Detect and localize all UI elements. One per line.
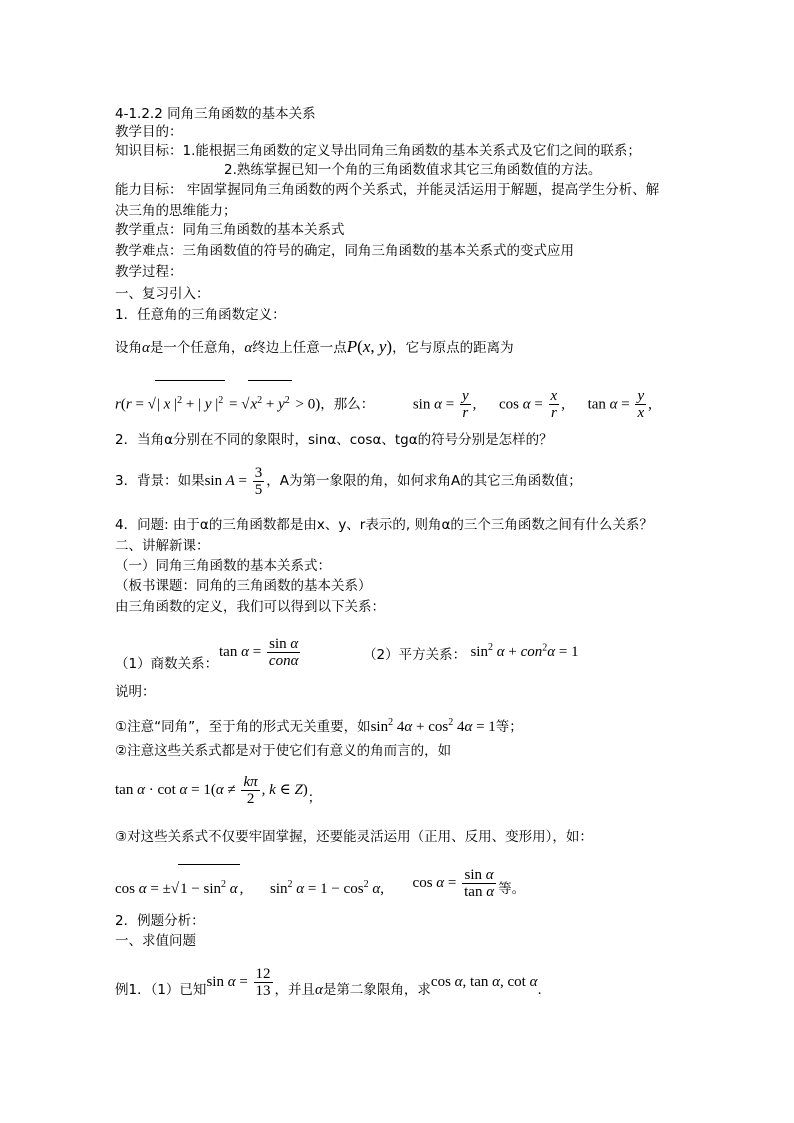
process-heading: 教学过程： bbox=[115, 264, 183, 280]
key-point: 教学重点：同角三角函数的基本关系式 bbox=[115, 222, 345, 238]
lesson-title: 4-1.2.2 同角三角函数的基本关系 bbox=[115, 106, 316, 122]
relations-line: （1）商数关系：tan α = $\frac{\text{sin α}}{\text{conα}}$ （2）平方关系： $\sin^2 \alpha + con^2\alpha = 1$ bbox=[115, 635, 579, 672]
item-background: 3．背景：如果sin A = $\frac{3}{5}$ ，A为第一象限的角，如何求角A的其它三角函数值； bbox=[115, 464, 582, 498]
formula-targets: cos bbox=[430, 974, 451, 990]
radius-formula-line: r(r = √| x $|^2$ + | y $|^2 = √x^2 + y^2 > 0$)，那么： sin α = $\frac{y}{r}$ , cos α = $\frac{x}{r}$ , tan α = $\frac{y}{x}$ , bbox=[115, 380, 652, 425]
derive-line: 由三角函数的定义，我们可以得到以下关系： bbox=[115, 599, 385, 615]
formula-example-4a: $\sin^2 4$ bbox=[370, 717, 405, 735]
example-1: 例1．（1）已知sin α = $\frac{12}{13}$ ，并且α是第二象限角，求cos α, tan α, cot α． bbox=[115, 965, 551, 999]
formula-tan-cot: tan bbox=[115, 782, 134, 798]
difficulty: 教学难点：三角函数值的符号的确定，同角三角函数的基本关系式的变式应用 bbox=[115, 243, 574, 259]
section-new: 二、讲解新课： bbox=[115, 538, 210, 554]
formula-square: $\sin^2$ bbox=[470, 642, 493, 660]
definition-line: 设角α是一个任意角，α终边上任意一点P(x, y)，它与原点的距离为 bbox=[115, 337, 514, 356]
goal-knowledge-1: 知识目标：1.能根据三角函数的定义导出同角三角函数的基本关系式及它们之间的联系； bbox=[115, 143, 641, 159]
formula-quotient: tan bbox=[219, 644, 238, 660]
formula-alpha: α bbox=[142, 340, 150, 356]
formula-cos-def: cos bbox=[498, 396, 519, 413]
item-definition: 1．任意角的三角函数定义： bbox=[115, 307, 286, 323]
formula-sin-square: $\sin^2$ bbox=[270, 879, 293, 897]
section-review: 一、复习引入： bbox=[115, 286, 210, 302]
goal-knowledge-2: 2.熟练掌握已知一个角的三角函数值求其它三角函数值的方法。 bbox=[224, 162, 602, 178]
tan-cot-line: tan α · cot α = 1(α ≠ $\frac{k\pi}{2}$ , k ∈ Z)； bbox=[115, 773, 322, 807]
formula-sin-12-13: sin bbox=[206, 974, 224, 990]
formula-sin-def: sin bbox=[412, 396, 431, 413]
item-question: 4．问题: 由于α的三角函数都是由x、y、r表示的, 则角α的三个三角函数之间有什么关系？ bbox=[115, 517, 653, 533]
note-same-angle: ①注意“同角”，至于角的形式无关重要，如$\sin^2 4\alpha + \cos^2 4\alpha = 1$等； bbox=[115, 717, 523, 735]
formula-cos-ratio: cos bbox=[412, 875, 433, 891]
formula-cos-sqrt: cos bbox=[115, 881, 135, 897]
board-title: （板书课题：同角的三角函数的基本关系） bbox=[115, 578, 372, 594]
explain-heading: 说明： bbox=[115, 684, 156, 700]
section-evaluate: 一、求值问题 bbox=[115, 933, 196, 949]
note-meaningful: ②注意这些关系式都是对于使它们有意义的角而言的，如 bbox=[115, 743, 452, 759]
item-examples: 2．例题分析： bbox=[115, 913, 205, 929]
note-flexible: ③对这些关系式不仅要牢固掌握，还要能灵活运用（正用、反用、变形用），如： bbox=[115, 829, 593, 845]
formula-alpha: α bbox=[244, 340, 253, 356]
item-signs: 2．当角α分别在不同的象限时，sinα、cosα、tgα的符号分别是怎样的？ bbox=[115, 432, 553, 448]
goal-heading: 教学目的： bbox=[115, 124, 183, 140]
formula-sin-a: sin bbox=[204, 473, 223, 489]
formula-tan-def: tan bbox=[587, 396, 606, 413]
formula-radius: r bbox=[115, 396, 121, 413]
variants-line: $\cos \alpha = \pm√1 - \sin^2 \alpha$ , $\sin^2 \alpha = 1 - \cos^2 \alpha$, cos α = $\frac{\text{sin α}}{\text{tan α}}$ 等。 bbox=[115, 858, 525, 903]
goal-ability-1: 能力目标： 牢固掌握同角三角函数的两个关系式，并能灵活运用于解题，提高学生分析、解 bbox=[115, 182, 660, 198]
subsection-relations: （一）同角三角函数的基本关系式： bbox=[115, 558, 331, 574]
goal-ability-2: 决三角的思维能力； bbox=[115, 203, 237, 219]
formula-point-p: P bbox=[346, 337, 358, 356]
